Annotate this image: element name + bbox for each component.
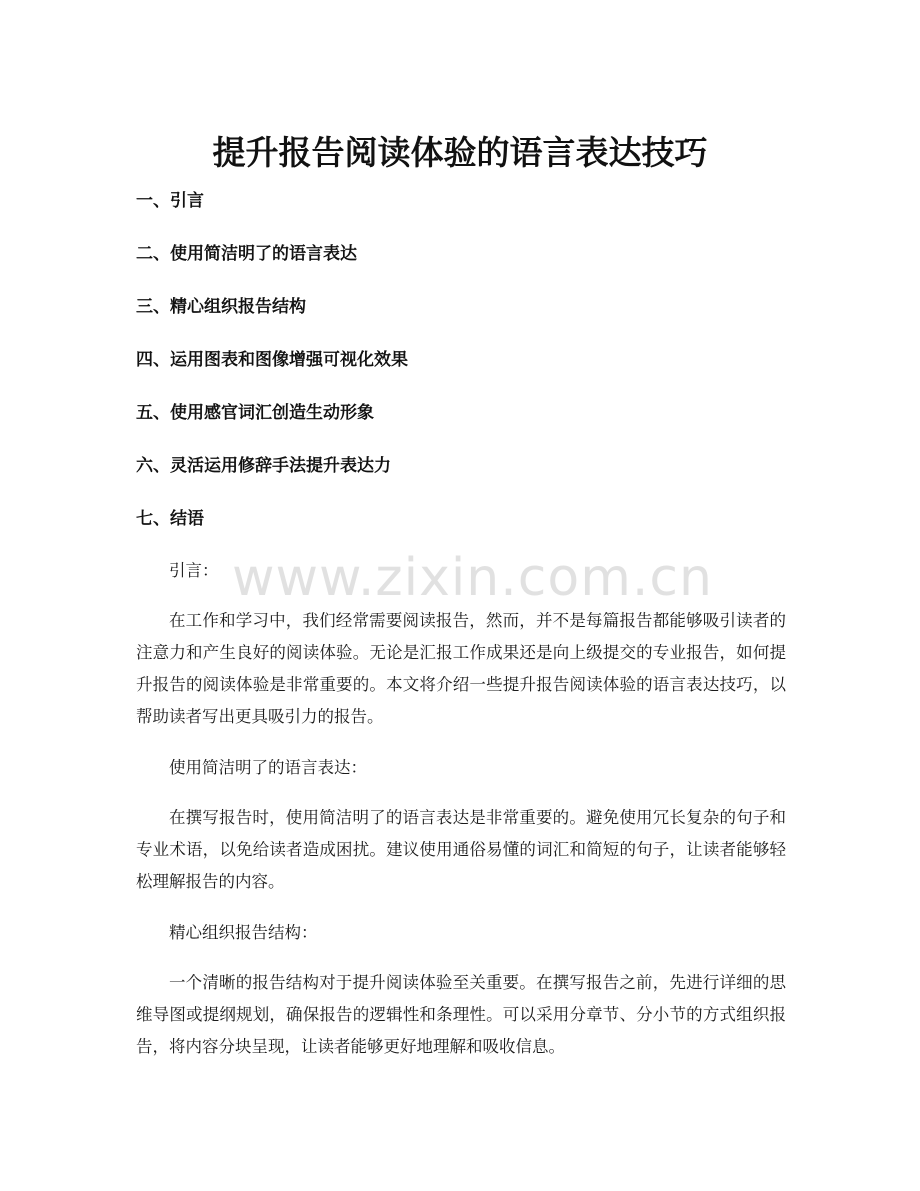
toc-item: 二、使用简洁明了的语言表达 xyxy=(136,244,357,264)
watermark: www.zixin.com.cn xyxy=(232,548,713,608)
toc-item: 五、使用感官词汇创造生动形象 xyxy=(136,403,374,423)
section-paragraph: 在撰写报告时，使用简洁明了的语言表达是非常重要的。避免使用冗长复杂的句子和专业术语，以免给读者造成困扰。建议使用通俗易懂的词汇和简短的句子，让读者能够轻松理解报告的内容。 xyxy=(136,808,786,891)
toc-item: 三、精心组织报告结构 xyxy=(136,297,306,317)
section-paragraph: 一个清晰的报告结构对于提升阅读体验至关重要。在撰写报告之前，先进行详细的思维导图或提纲规划，确保报告的逻辑性和条理性。可以采用分章节、分小节的方式组织报告，将内容分块呈现，让读者能够更好地理解和吸收信息。 xyxy=(136,973,786,1056)
toc-item: 四、运用图表和图像增强可视化效果 xyxy=(136,350,408,370)
toc-item: 一、引言 xyxy=(136,191,204,211)
toc-item: 七、结语 xyxy=(136,509,204,529)
document-body xyxy=(136,555,786,1082)
section-heading: 使用简洁明了的语言表达： xyxy=(169,758,367,777)
section-paragraph: 在工作和学习中，我们经常需要阅读报告，然而，并不是每篇报告都能够吸引读者的注意力和产生良好的阅读体验。无论是汇报工作成果还是向上级提交的专业报告，如何提升报告的阅读体验是非常重要的。本文将介绍一些提升报告阅读体验的语言表达技巧，以帮助读者写出更具吸引力的报告。 xyxy=(136,611,786,726)
section-heading: 引言： xyxy=(169,561,219,580)
toc-item: 六、灵活运用修辞手法提升表达力 xyxy=(136,456,391,476)
document-title: 提升报告阅读体验的语言表达技巧 xyxy=(212,133,708,173)
section-heading: 精心组织报告结构： xyxy=(169,923,318,942)
table-of-contents xyxy=(136,186,796,557)
